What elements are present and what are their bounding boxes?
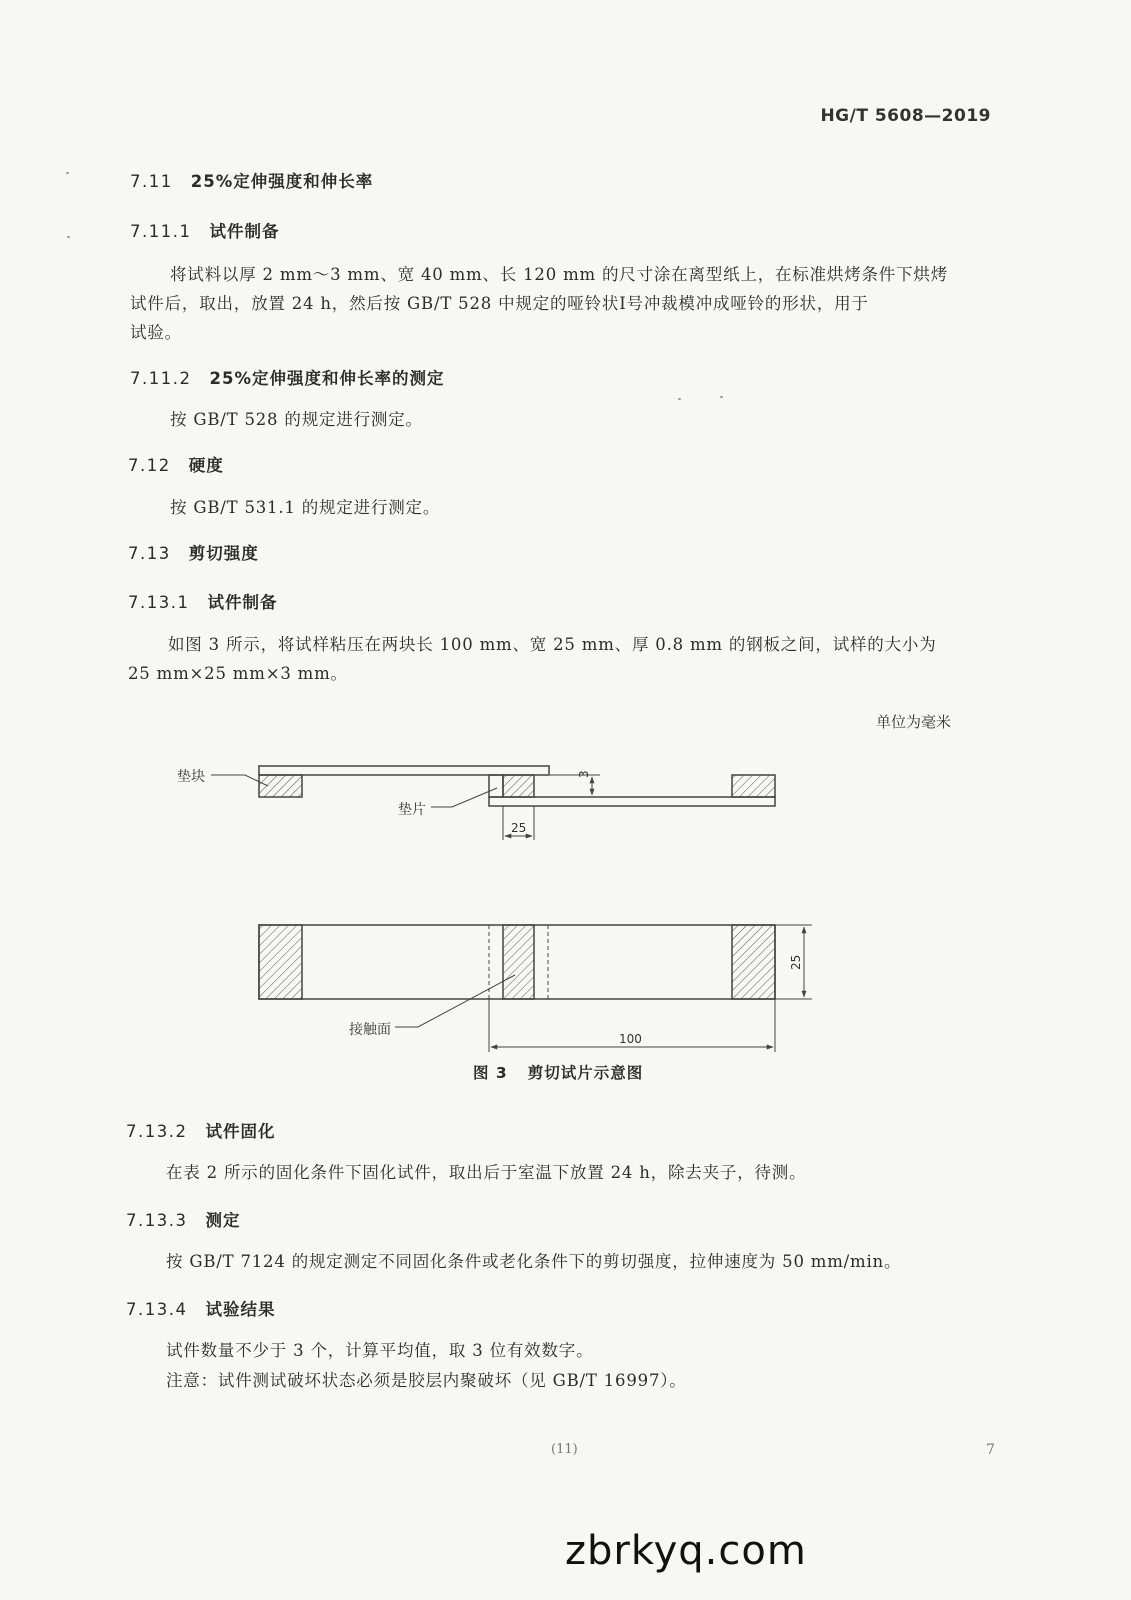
section-title: 试件固化 (205, 1122, 276, 1141)
section-number: 7.11.2 (130, 369, 192, 388)
paragraph: 在表 2 所示的固化条件下固化试件，取出后于室温下放置 24 h，除去夹子，待测。 (166, 1163, 807, 1182)
paragraph-line: 25 mm×25 mm×3 mm。 (128, 664, 348, 683)
paragraph: 按 GB/T 528 的规定进行测定。 (170, 410, 423, 429)
section-title: 试件制备 (207, 593, 278, 612)
section-number: 7.13.2 (126, 1122, 188, 1141)
top-block-right (732, 925, 775, 999)
leader-contact-face (395, 975, 515, 1027)
heading-7-13-4 (126, 1296, 275, 1320)
paragraph-line: 如图 3 所示，将试样粘压在两块长 100 mm、宽 25 mm、厚 0.8 mm 的钢板之间，试样的大小为 (168, 635, 937, 654)
section-title: 试验结果 (205, 1300, 276, 1319)
section-title: 测定 (205, 1211, 241, 1230)
page-number: 7 (986, 1442, 995, 1458)
leader-shim (431, 788, 497, 807)
section-title: 25%定伸强度和伸长率的测定 (209, 369, 445, 388)
shim-block (489, 775, 503, 797)
spacer-block-left (259, 775, 302, 797)
dim-label-3: 3 (577, 770, 591, 778)
dimension-3 (550, 775, 600, 797)
dim-label-100: 100 (619, 1032, 642, 1046)
section-number: 7.12 (128, 456, 171, 475)
upper-steel-plate (259, 766, 549, 775)
spacer-block-right (732, 775, 775, 797)
label-block: 垫块 (177, 769, 205, 785)
paragraph: 按 GB/T 531.1 的规定进行测定。 (170, 498, 441, 517)
figure-caption (473, 1061, 643, 1083)
dim-label-25-side: 25 (511, 821, 527, 835)
paragraph-line: 试件后，取出，放置 24 h，然后按 GB/T 528 中规定的哑铃状Ⅰ号冲裁模冲成哑铃的形状，用于 (130, 294, 869, 313)
note-line: 注意：试件测试破坏状态必须是胶层内聚破坏（见 GB/T 16997）。 (166, 1371, 687, 1390)
section-title: 25%定伸强度和伸长率 (190, 172, 374, 191)
paragraph-line: 试件数量不少于 3 个，计算平均值，取 3 位有效数字。 (166, 1341, 594, 1360)
section-number: 7.11.1 (130, 222, 192, 241)
sheet-number: (11) (551, 1442, 578, 1457)
paragraph-line: 试验。 (130, 323, 182, 342)
lower-steel-plate (489, 797, 775, 806)
section-title: 剪切强度 (188, 544, 259, 563)
paragraph-line: 将试料以厚 2 mm～3 mm、宽 40 mm、长 120 mm 的尺寸涂在离型纸上，在标准烘烤条件下烘烤 (170, 265, 949, 284)
standard-code: HG/T 5608—2019 (820, 106, 991, 126)
top-contact-face (503, 925, 534, 999)
figure-number: 图 3 (473, 1064, 508, 1082)
adhesive-sample (503, 775, 534, 797)
figure-title: 剪切试片示意图 (527, 1064, 644, 1082)
top-block-left (259, 925, 302, 999)
label-contact-face: 接触面 (349, 1022, 391, 1038)
heading-7-13-2 (126, 1118, 275, 1142)
dim-label-25-top: 25 (789, 954, 803, 970)
section-number: 7.13.4 (126, 1300, 188, 1319)
section-title: 试件制备 (209, 222, 280, 241)
unit-note: 单位为毫米 (876, 713, 952, 731)
section-number: 7.11 (130, 172, 173, 191)
watermark-text: zbrkyq.com (565, 1528, 807, 1574)
section-number: 7.13.1 (128, 593, 190, 612)
section-title: 硬度 (188, 456, 224, 475)
heading-7-13-3 (126, 1207, 240, 1231)
paragraph: 按 GB/T 7124 的规定测定不同固化条件或老化条件下的剪切强度，拉伸速度为 50 mm/min。 (166, 1252, 902, 1271)
section-number: 7.13 (128, 544, 171, 563)
label-shim: 垫片 (398, 802, 426, 818)
section-number: 7.13.3 (126, 1211, 188, 1230)
